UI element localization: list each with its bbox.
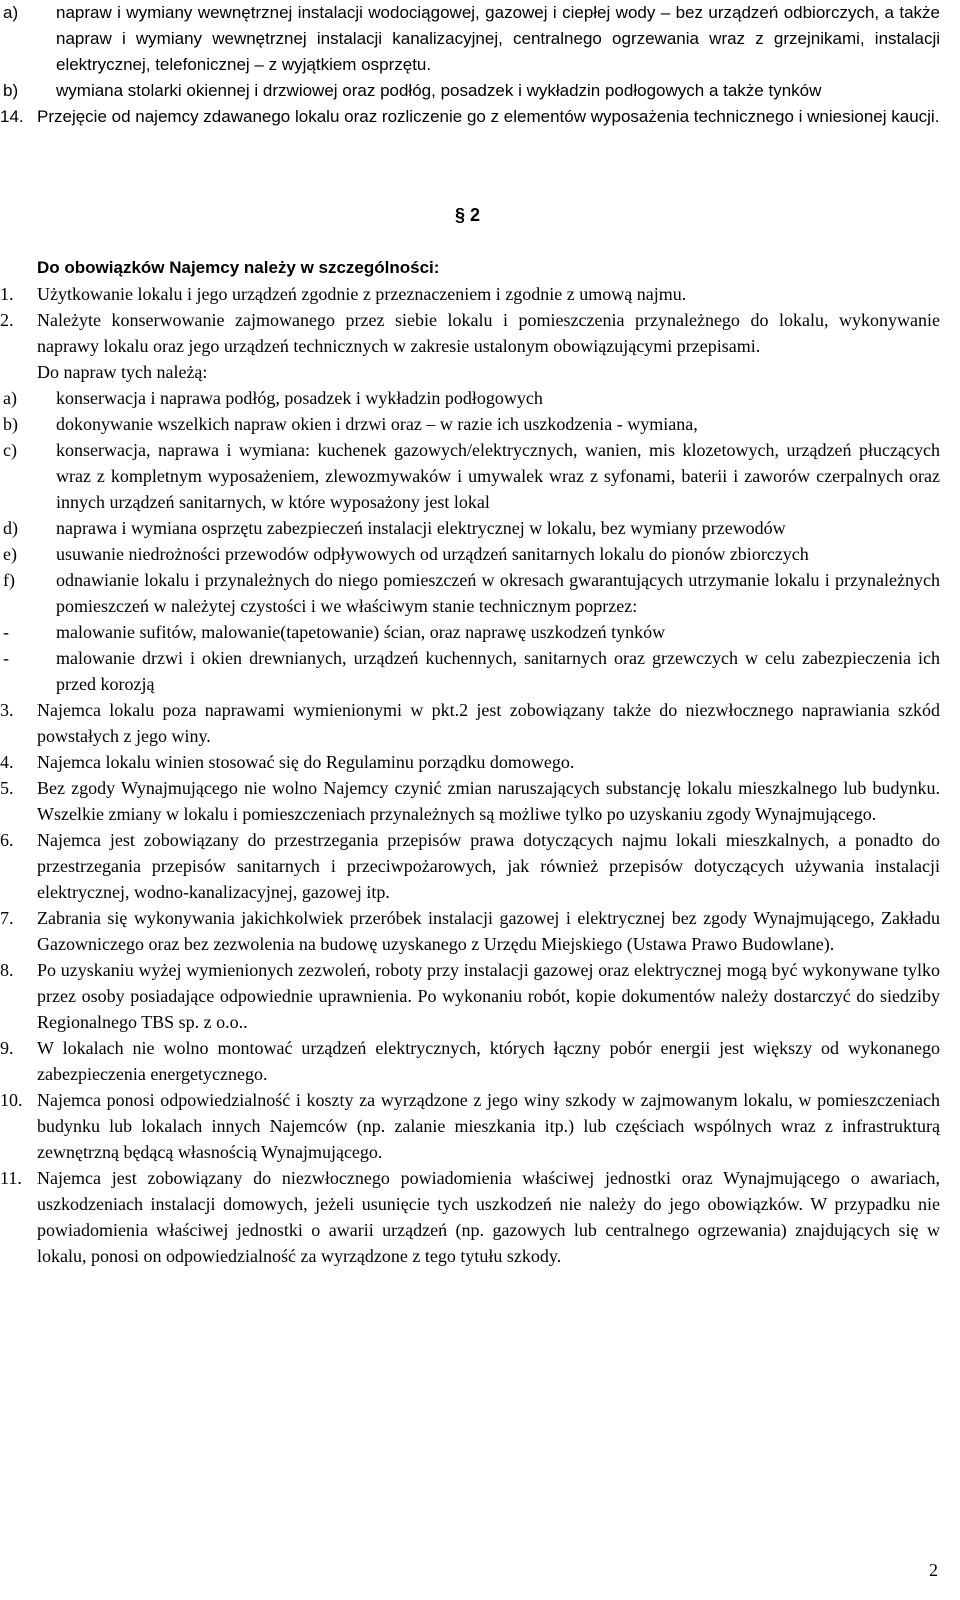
list-marker: 4. (0, 752, 14, 772)
list-item-text: Najemca jest zobowiązany do przestrzegania przepisów prawa dotyczących najmu lokali mieszkalnych, a ponadto do przestrzegania przepisów sanitarnych i przeciwpożarowych, jak również przepisów dotyczących używania instalacji elektrycznej, wodno-kanalizacyjnej, gazowej itp. (37, 830, 940, 902)
list-item (0, 515, 960, 541)
list-marker: b) (3, 81, 19, 100)
list-item-text: W lokalach nie wolno montować urządzeń elektrycznych, których łączny pobór energii jest większy od wykonanego zabezpieczenia energetycznego. (37, 1038, 940, 1084)
page-number: 2 (929, 1560, 938, 1580)
list-marker: b) (3, 414, 18, 434)
list-item (0, 957, 960, 1035)
list-item (0, 775, 960, 827)
list-item-text: dokonywanie wszelkich napraw okien i drzwi oraz – w razie ich uszkodzenia - wymiana, (56, 414, 698, 434)
list-marker: 11. (0, 1168, 22, 1188)
list-marker: 2. (0, 310, 14, 330)
list-item (0, 905, 960, 957)
list-marker: 3. (0, 700, 14, 720)
list-item-text: Bez zgody Wynajmującego nie wolno Najemcy czynić zmian naruszających substancję lokalu mieszkalnego lub budynku. Wszelkie zmiany w lokalu i pomieszczeniach przynależnych są możliwe tylko po uzyskaniu zgody Wynajmującego. (37, 778, 940, 824)
list-item-text: Należyte konserwowanie zajmowanego przez siebie lokalu i pomieszczenia przynależnego do lokalu, wykonywanie naprawy lokalu oraz jego urządzeń technicznych w zakresie ustalonym obowiązującymi przepisami. (37, 310, 940, 356)
list-marker: - (3, 648, 9, 668)
list-item (0, 1087, 960, 1165)
list-item (0, 307, 960, 359)
list-marker: 8. (0, 960, 14, 980)
list-marker: 7. (0, 908, 14, 928)
list-item (0, 385, 960, 411)
list-item (0, 1035, 960, 1087)
list-item (0, 437, 960, 515)
list-item-text: konserwacja i naprawa podłóg, posadzek i wykładzin podłogowych (56, 388, 543, 408)
list-item-text: Najemca ponosi odpowiedzialność i koszty za wyrządzone z jego winy szkody w zajmowanym lokalu, w pomieszczeniach budynku lub lokalach innych Najemców (np. zalanie mieszkania itp.) lub częściach wspólnych wraz z infrastrukturą zewnętrzną będącą własnością Wynajmującego. (37, 1090, 940, 1162)
list-item (0, 697, 960, 749)
list-item-text: Najemca lokalu poza naprawami wymienionymi w pkt.2 jest zobowiązany także do niezwłocznego naprawiania szkód powstałych z jego winy. (37, 700, 940, 746)
list-item-text: Zabrania się wykonywania jakichkolwiek przeróbek instalacji gazowej i elektrycznej bez zgody Wynajmującego, Zakładu Gazowniczego oraz bez zezwolenia na budowę uzyskanego z Urzędu Miejskiego (Ustawa Prawo Budowlane). (37, 908, 940, 954)
list-item-text: malowanie drzwi i okien drewnianych, urządzeń kuchennych, sanitarnych oraz grzewczych w celu zabezpieczenia ich przed korozją (56, 648, 940, 694)
list-item-text: Użytkowanie lokalu i jego urządzeń zgodnie z przeznaczeniem i zgodnie z umową najmu. (37, 284, 687, 304)
list-item-text: wymiana stolarki okiennej i drzwiowej oraz podłóg, posadzek i wykładzin podłogowych a także tynków (56, 81, 822, 100)
list-marker: 9. (0, 1038, 14, 1058)
list-marker: 6. (0, 830, 14, 850)
list-item (0, 749, 960, 775)
list-item-text: Najemca lokalu winien stosować się do Regulaminu porządku domowego. (37, 752, 575, 772)
list-item (0, 827, 960, 905)
list-item (0, 104, 960, 130)
repairs-intro: Do napraw tych należą: (37, 362, 208, 382)
list-marker: a) (3, 3, 19, 22)
list-marker: a) (3, 388, 17, 408)
list-item (0, 645, 960, 697)
list-item-text: Przejęcie od najemcy zdawanego lokalu oraz rozliczenie go z elementów wyposażenia technicznego i wniesionej kaucji. (37, 107, 940, 126)
list-item-text: malowanie sufitów, malowanie(tapetowanie) ścian, oraz naprawę uszkodzeń tynków (56, 622, 666, 642)
list-item (0, 541, 960, 567)
list-item (0, 78, 960, 104)
list-item (0, 281, 960, 307)
list-item-text: konserwacja, naprawa i wymiana: kuchenek gazowych/elektrycznych, wanien, mis klozetowych, urządzeń płuczących wraz z kompletnym wyposażeniem, zlewozmywaków i umywalek wraz z syfonami, baterii i zaworów czerpalnych oraz innych urządzeń sanitarnych, w które wyposażony jest lokal (56, 440, 940, 512)
list-item-text: odnawianie lokalu i przynależnych do niego pomieszczeń w okresach gwarantujących utrzymanie lokalu i przynależnych pomieszczeń w należytej czystości i we właściwym stanie technicznym poprzez: (56, 570, 940, 616)
list-item (0, 567, 960, 619)
top-continuation-list (0, 0, 960, 130)
obligations-section (0, 255, 960, 1269)
list-marker: e) (3, 544, 17, 564)
list-item (0, 619, 960, 645)
section-heading: Do obowiązków Najemcy należy w szczególności: (37, 258, 440, 277)
list-marker: 14. (0, 107, 24, 126)
section-sign: § 2 (455, 205, 481, 225)
list-item (0, 1165, 960, 1269)
list-item-text: Najemca jest zobowiązany do niezwłocznego powiadomienia właściwej jednostki oraz Wynajmującego o awariach, uszkodzeniach instalacji domowych, jeżeli usunięcie tych uszkodzeń nie należy do jego obowiązków. W przypadku nie powiadomienia właściwej jednostki o awarii urządzeń (np. gazowych lub centralnego ogrzewania) znajdujących się w lokalu, ponosi on odpowiedzialność za wyrządzone z tego tytułu szkody. (37, 1168, 940, 1266)
list-item-text: naprawa i wymiana osprzętu zabezpieczeń instalacji elektrycznej w lokalu, bez wymiany przewodów (56, 518, 786, 538)
list-item-text: usuwanie niedrożności przewodów odpływowych od urządzeń sanitarnych lokalu do pionów zbiorczych (56, 544, 809, 564)
list-item-text: napraw i wymiany wewnętrznej instalacji wodociągowej, gazowej i ciepłej wody – bez urządzeń odbiorczych, a także napraw i wymiany wewnętrznej instalacji kanalizacyjnej, centralnego ogrzewania wraz z grzejnikami, instalacji elektrycznej, telefonicznej – z wyjątkiem osprzętu. (56, 3, 940, 74)
list-item (0, 411, 960, 437)
list-marker: - (3, 622, 9, 642)
list-marker: 10. (0, 1090, 23, 1110)
list-item-text: Po uzyskaniu wyżej wymienionych zezwoleń, roboty przy instalacji gazowej oraz elektrycznej mogą być wykonywane tylko przez osoby posiadające odpowiednie uprawnienia. Po wykonaniu robót, kopie dokumentów należy dostarczyć do siedziby Regionalnego TBS sp. z o.o.. (37, 960, 940, 1032)
list-marker: c) (3, 440, 17, 460)
list-marker: d) (3, 518, 18, 538)
list-item (0, 0, 960, 78)
list-marker: 1. (0, 284, 14, 304)
list-marker: 5. (0, 778, 14, 798)
list-marker: f) (3, 570, 15, 590)
